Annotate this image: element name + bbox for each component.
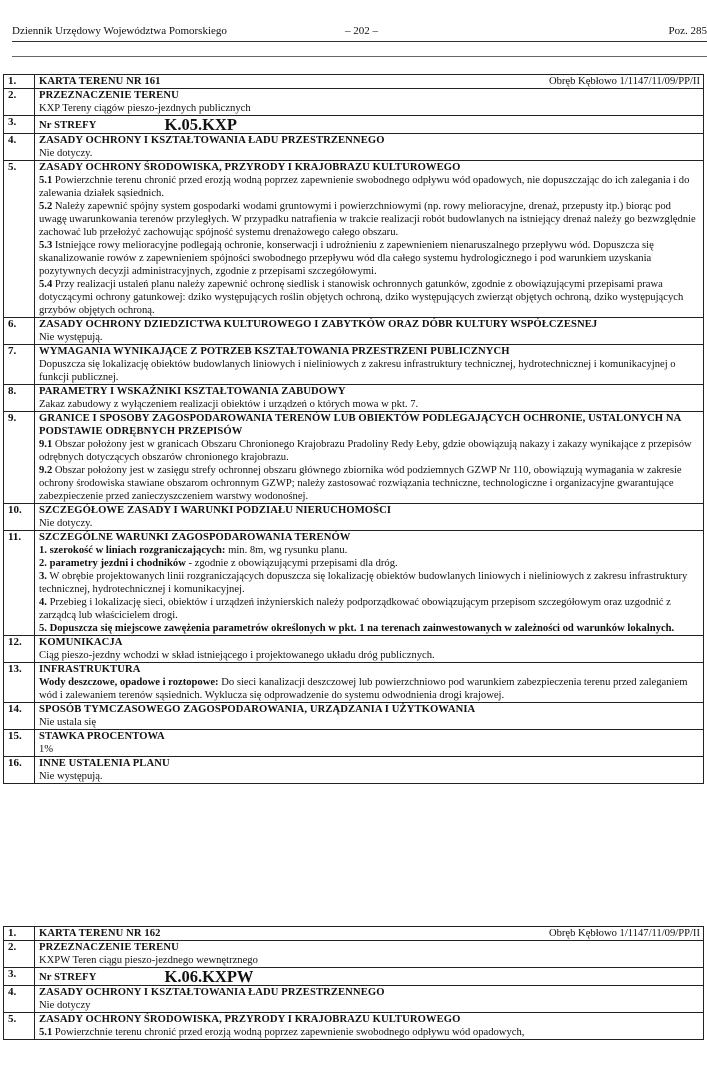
paragraph-number: 5.4 <box>39 279 53 290</box>
row-number: 4. <box>4 986 35 1013</box>
row-content <box>35 1013 704 1040</box>
section-text: KXP Tereny ciągów pieszo-jezdnych publicznych <box>39 103 251 114</box>
row-number: 8. <box>4 385 35 412</box>
zone-label: Nr STREFY <box>39 120 97 131</box>
row-number: 3. <box>4 968 35 986</box>
paragraph-text: Powierzchnie terenu chronić przed erozją wodną poprzez zapewnienie swobodnego odpływu wód opadowych, nie dopuszczając do ich zalegania i do zalewania działek sąsiednich. <box>39 175 690 199</box>
list-item <box>39 622 700 635</box>
card-row <box>4 345 704 385</box>
row-content <box>35 412 704 504</box>
card-row <box>4 636 704 663</box>
card-row <box>4 730 704 757</box>
card-row <box>4 412 704 504</box>
paragraph-number: 9.2 <box>39 465 53 476</box>
row-content <box>35 941 704 968</box>
section-heading: PRZEZNACZENIE TERENU <box>39 942 179 953</box>
row-content <box>35 968 704 986</box>
section-heading: ZASADY OCHRONY I KSZTAŁTOWANIA ŁADU PRZESTRZENNEGO <box>39 987 385 998</box>
section-heading: INFRASTRUKTURA <box>39 664 141 675</box>
row-number: 2. <box>4 941 35 968</box>
section-text <box>39 676 700 702</box>
item-lead: 4. <box>39 597 47 608</box>
section-heading: PARAMETRY I WSKAŹNIKI KSZTAŁTOWANIA ZABUDOWY <box>39 386 346 397</box>
section-text: Nie występują. <box>39 332 103 343</box>
row-content <box>35 345 704 385</box>
row-number: 12. <box>4 636 35 663</box>
row-content <box>35 986 704 1013</box>
row-content <box>35 703 704 730</box>
paragraph <box>39 239 700 278</box>
list-item <box>39 544 700 557</box>
section-heading: ZASADY OCHRONY DZIEDZICTWA KULTUROWEGO I ZABYTKÓW ORAZ DÓBR KULTURY WSPÓŁCZESNEJ <box>39 319 598 330</box>
paragraph-text: Przy realizacji ustaleń planu należy zapewnić ochronę siedlisk i stanowisk ochronnych gatunków, zgodnie z obowiązującymi przepisami prawa dotyczącymi ochrony gatunkowej: dziko występujących roślin objętych ochroną, dziko występujących zwierząt objętych ochroną, dziko występujących grzybów objętych ochroną. <box>39 279 684 316</box>
list-item <box>39 596 700 622</box>
paragraph-text: Istniejące rowy melioracyjne podlegają ochronie, konserwacji i udrożnieniu z zapewnieniem nienaruszalnego przepływu wód. Dopuszcza się skanalizowanie rowów z zapewnieniem spójności swobodnego przepływu wód dla całego systemu hydrologicznego i pod warunkiem uzyskania pozytywnych decyzji administracyjnych, zgodnie z przepisami szczegółowymi. <box>39 240 654 277</box>
section-heading: SZCZEGÓLNE WARUNKI ZAGOSPODAROWANIA TERENÓW <box>39 532 351 543</box>
row-number: 16. <box>4 757 35 784</box>
precinct-reference: Obręb Kębłowo 1/1147/11/09/PP/II <box>548 76 700 87</box>
list-item <box>39 570 700 596</box>
row-number: 15. <box>4 730 35 757</box>
row-content <box>35 504 704 531</box>
card-row <box>4 504 704 531</box>
row-content <box>35 385 704 412</box>
section-heading: STAWKA PROCENTOWA <box>39 731 165 742</box>
paragraph-number: 5.1 <box>39 1027 53 1038</box>
paragraph-text: Powierzchnie terenu chronić przed erozją wodną poprzez zapewnienie swobodnego odpływu wód opadowych, <box>54 1027 525 1038</box>
item-lead: Wody deszczowe, opadowe i roztopowe: <box>39 677 219 688</box>
row-content <box>35 636 704 663</box>
card-row <box>4 116 704 134</box>
section-heading: PRZEZNACZENIE TERENU <box>39 90 179 101</box>
paragraph-text: Obszar położony jest w zasięgu strefy ochronnej obszaru głównego zbiornika wód podziemnych GZWP Nr 110, obowiązują wymagania w zakresie ochrony środowiska stawiane obszarom ochronnym GZWP; należy zastosować rozwiązania techniczne, technologiczne i organizacyjne gwarantujące zabezpieczenie przed zanieczyszczeniem warstwy wodonośnej. <box>39 465 682 502</box>
card-row <box>4 927 704 941</box>
card-row <box>4 968 704 986</box>
row-content <box>35 75 704 89</box>
row-content <box>35 730 704 757</box>
card-row <box>4 318 704 345</box>
item-lead: 1. szerokość w liniach rozgraniczających: <box>39 545 226 556</box>
paragraph-number: 5.1 <box>39 175 53 186</box>
row-content <box>35 116 704 134</box>
section-heading: WYMAGANIA WYNIKAJĄCE Z POTRZEB KSZTAŁTOWANIA PRZESTRZENI PUBLICZNYCH <box>39 346 510 357</box>
row-content <box>35 927 704 941</box>
section-text: Nie występują. <box>39 771 103 782</box>
journal-title: Dziennik Urzędowy Województwa Pomorskiego <box>12 25 227 37</box>
row-number: 1. <box>4 75 35 89</box>
section-text: KXPW Teren ciągu pieszo-jezdnego wewnętrznego <box>39 955 258 966</box>
item-text: min. 8m, wg rysunku planu. <box>225 545 348 556</box>
section-text: Nie dotyczy. <box>39 148 93 159</box>
paragraph <box>39 438 700 464</box>
item-text: Do sieci kanalizacji deszczowej lub powierzchniowo pod warunkiem zabezpieczenia terenu przed zaleganiem wód i zalewaniem terenów sąsiednich. Wyklucza się odprowadzenie do systemu odwodnienia drogi krajowej. <box>39 677 688 701</box>
row-number: 10. <box>4 504 35 531</box>
page-number: – 202 – <box>345 25 378 37</box>
item-text: Przebieg i lokalizację sieci, obiektów i urządzeń inżynierskich należy podporządkować obowiązującym przepisom szczegółowym oraz uzgodnić z zarządcą lub właścicielem drogi. <box>39 597 671 621</box>
card-row <box>4 75 704 89</box>
position-number: Poz. 285 <box>668 25 707 37</box>
card-title: KARTA TERENU NR 162 <box>39 928 161 939</box>
paragraph <box>39 200 700 239</box>
land-card-161 <box>3 74 704 784</box>
section-heading: SZCZEGÓŁOWE ZASADY I WARUNKI PODZIAŁU NIERUCHOMOŚCI <box>39 505 392 516</box>
card-row <box>4 531 704 636</box>
item-lead: 3. <box>39 571 47 582</box>
card-row <box>4 89 704 116</box>
row-content <box>35 531 704 636</box>
card-row <box>4 757 704 784</box>
row-number: 1. <box>4 927 35 941</box>
card-row <box>4 986 704 1013</box>
land-card-162 <box>3 926 704 1040</box>
header-rule <box>12 41 707 42</box>
section-text: Nie ustala się <box>39 717 97 728</box>
card-row <box>4 134 704 161</box>
zone-label: Nr STREFY <box>39 972 97 983</box>
row-number: 5. <box>4 1013 35 1040</box>
section-text: Ciąg pieszo-jezdny wchodzi w skład istniejącego i projektowanego układu dróg publicznych. <box>39 650 435 661</box>
card-title: KARTA TERENU NR 161 <box>39 76 161 87</box>
row-number: 11. <box>4 531 35 636</box>
list-item <box>39 557 700 570</box>
row-number: 6. <box>4 318 35 345</box>
section-text: Dopuszcza się lokalizację obiektów budowlanych liniowych i nieliniowych z zakresu infrastruktury technicznej, hydrotechnicznej i komunikacyjnej o funkcji publicznej. <box>39 359 676 383</box>
row-number: 7. <box>4 345 35 385</box>
paragraph <box>39 464 700 503</box>
paragraph <box>39 1026 700 1039</box>
paragraph-text: Należy zapewnić spójny system gospodarki wodami gruntowymi i powierzchniowymi (np. rowy melioracyjne, drenaż, przepusty itp.) biorąc pod uwagę uwarunkowania terenów przyległych. W przypadku natrafienia w trakcie realizacji robót budowlanych na istniejący drenaż należy go bezwzględnie zachować lub przełożyć zachowując spójność systemu drenażowego całego obszaru. <box>39 201 696 238</box>
row-content <box>35 134 704 161</box>
card-row <box>4 161 704 318</box>
card-row <box>4 385 704 412</box>
section-text: Zakaz zabudowy z wyłączeniem realizacji obiektów i urządzeń o których mowa w pkt. 7. <box>39 399 419 410</box>
item-lead: 5. Dopuszcza się miejscowe zawężenia parametrów określonych w pkt. 1 na terenach zainwestowanych w zależności od warunków lokalnych. <box>39 623 675 634</box>
row-number: 13. <box>4 663 35 703</box>
paragraph-number: 5.3 <box>39 240 53 251</box>
item-lead: 2. parametry jezdni i chodników <box>39 558 186 569</box>
row-number: 14. <box>4 703 35 730</box>
row-content <box>35 318 704 345</box>
section-heading: ZASADY OCHRONY ŚRODOWISKA, PRZYRODY I KRAJOBRAZU KULTUROWEGO <box>39 1014 461 1025</box>
precinct-reference: Obręb Kębłowo 1/1147/11/09/PP/II <box>548 928 700 939</box>
section-heading: ZASADY OCHRONY I KSZTAŁTOWANIA ŁADU PRZESTRZENNEGO <box>39 135 385 146</box>
paragraph <box>39 174 700 200</box>
card-row <box>4 1013 704 1040</box>
section-heading: GRANICE I SPOSOBY ZAGOSPODAROWANIA TERENÓW LUB OBIEKTÓW PODLEGAJĄCYCH OCHRONIE, USTALONYCH NA PODSTAWIE ODRĘBNYCH PRZEPISÓW <box>39 413 681 437</box>
item-text: - zgodnie z obowiązującymi przepisami dla dróg. <box>185 558 398 569</box>
zone-code: K.06.KXPW <box>164 967 254 986</box>
paragraph-number: 5.2 <box>39 201 53 212</box>
row-content <box>35 757 704 784</box>
card-row <box>4 941 704 968</box>
row-content <box>35 161 704 318</box>
row-number: 9. <box>4 412 35 504</box>
section-heading: INNE USTALENIA PLANU <box>39 758 170 769</box>
card-row <box>4 703 704 730</box>
section-text: Nie dotyczy <box>39 1000 91 1011</box>
row-number: 5. <box>4 161 35 318</box>
section-text: Nie dotyczy. <box>39 518 93 529</box>
section-heading: KOMUNIKACJA <box>39 637 123 648</box>
section-heading: SPOSÓB TYMCZASOWEGO ZAGOSPODAROWANIA, URZĄDZANIA I UŻYTKOWANIA <box>39 704 476 715</box>
zone-code: K.05.KXP <box>164 115 237 134</box>
item-text: W obrębie projektowanych linii rozgraniczających dopuszcza się lokalizację obiektów budowlanych liniowych i nieliniowych z zakresu infrastruktury technicznej, hydrotechnicznej i komunikacyjnej. <box>39 571 688 595</box>
header-rule-2 <box>12 56 707 57</box>
section-heading: ZASADY OCHRONY ŚRODOWISKA, PRZYRODY I KRAJOBRAZU KULTUROWEGO <box>39 162 461 173</box>
section-text: 1% <box>39 744 54 755</box>
row-content <box>35 89 704 116</box>
row-number: 4. <box>4 134 35 161</box>
paragraph <box>39 278 700 317</box>
row-number: 3. <box>4 116 35 134</box>
card-row <box>4 663 704 703</box>
paragraph-number: 9.1 <box>39 439 53 450</box>
row-content <box>35 663 704 703</box>
paragraph-text: Obszar położony jest w granicach Obszaru Chronionego Krajobrazu Pradoliny Redy Łeby, gdzie obowiązują nakazy i zakazy wynikające z przepisów odrębnych dotyczących obszarów chronionego krajobrazu. <box>39 439 692 463</box>
page-header <box>12 24 707 38</box>
row-number: 2. <box>4 89 35 116</box>
